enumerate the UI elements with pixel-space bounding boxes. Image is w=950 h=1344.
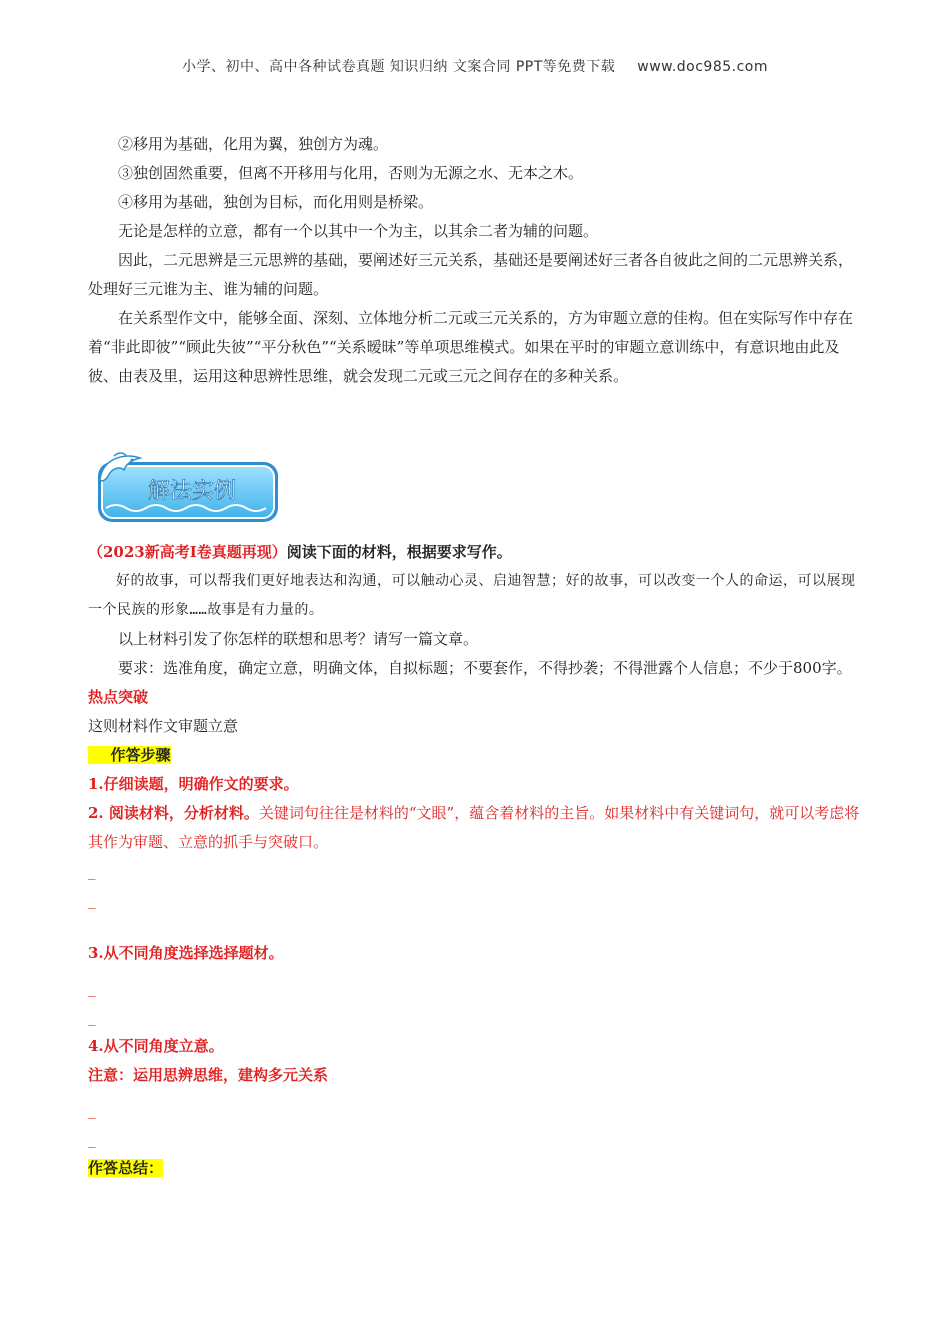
- note-line: 注意：运用思辨思维，建构多元关系: [88, 1066, 329, 1084]
- hot-topic-subtitle: 这则材料作文审题立意: [88, 717, 239, 735]
- paragraph-5: 因此，二元思辨是三元思辨的基础，要阐述好三元关系，基础还是要阐述好三者各自彼此之间的二元思辨关系，处理好三元谁为主、谁为辅的问题。: [88, 251, 854, 298]
- step-3: 3.从不同角度选择选择题材。: [88, 944, 284, 962]
- blank-line: _: [88, 979, 96, 997]
- dolphin-badge-icon: [92, 450, 282, 528]
- example-requirement: 要求：选准角度，确定立意，明确文体，自拟标题；不要套作，不得抄袭；不得泄露个人信息；不少于800字。: [118, 659, 852, 677]
- header-site-link[interactable]: www.doc985.com: [637, 59, 769, 75]
- blank-line: _: [88, 1130, 96, 1148]
- blank-line: _: [88, 891, 96, 909]
- step-2-body: 关键词句往往是材料的“文眼”，蕴含着材料的主旨。如果材料中有关键词句，就可以考虑将其作为审题、立意的抓手与突破口。: [88, 804, 860, 851]
- paragraph-3: ④移用为基础，独创为目标，而化用则是桥梁。: [118, 193, 434, 211]
- blank-line: _: [88, 1101, 96, 1119]
- example-instruction: 阅读下面的材料，根据要求写作。: [286, 543, 512, 561]
- blank-line: _: [88, 862, 96, 880]
- example-question: 以上材料引发了你怎样的联想和思考？请写一篇文章。: [118, 630, 479, 648]
- analysis-text: [88, 130, 866, 391]
- paragraph-1: ②移用为基础，化用为翼，独创方为魂。: [118, 135, 389, 153]
- paragraph-4: 无论是怎样的立意，都有一个以其中一个为主，以其余二者为辅的问题。: [118, 222, 599, 240]
- summary-heading: 作答总结：: [88, 1159, 164, 1177]
- example-material: 好的故事，可以帮我们更好地表达和沟通，可以触动心灵、启迪智慧；好的故事，可以改变一个人的命运，可以展现一个民族的形象……故事是有力量的。: [88, 573, 856, 618]
- steps-heading: 作答步骤: [88, 746, 171, 764]
- method-example-badge: [92, 450, 282, 528]
- paragraph-2: ③独创固然重要，但离不开移用与化用，否则为无源之水、无本之木。: [118, 164, 584, 182]
- step-4: 4.从不同角度立意。: [88, 1037, 224, 1055]
- badge-label: 解法实例: [147, 479, 237, 504]
- hot-topic-heading: 热点突破: [88, 688, 149, 706]
- step-2-heading: 2. 阅读材料，分析材料。: [88, 804, 259, 822]
- example-section: [88, 538, 866, 1183]
- step-1: 1.仔细读题，明确作文的要求。: [88, 775, 299, 793]
- header-text: 小学、初中、高中各种试卷真题 知识归纳 文案合同 PPT等免费下载: [181, 59, 616, 75]
- example-source: （2023新高考I卷真题再现）: [88, 543, 287, 561]
- page-header: [0, 56, 950, 76]
- blank-line: _: [88, 1008, 96, 1026]
- paragraph-6: 在关系型作文中，能够全面、深刻、立体地分析二元或三元关系的，方为审题立意的佳构。但在实际写作中存在着“非此即彼”“顾此失彼”“平分秋色”“关系暧昧”等单项思维模式。如果在平时的审题立意训练中，有意识地由此及彼、由表及里，运用这种思辨性思维，就会发现二元或三元之间存在的多种关系。: [88, 309, 854, 385]
